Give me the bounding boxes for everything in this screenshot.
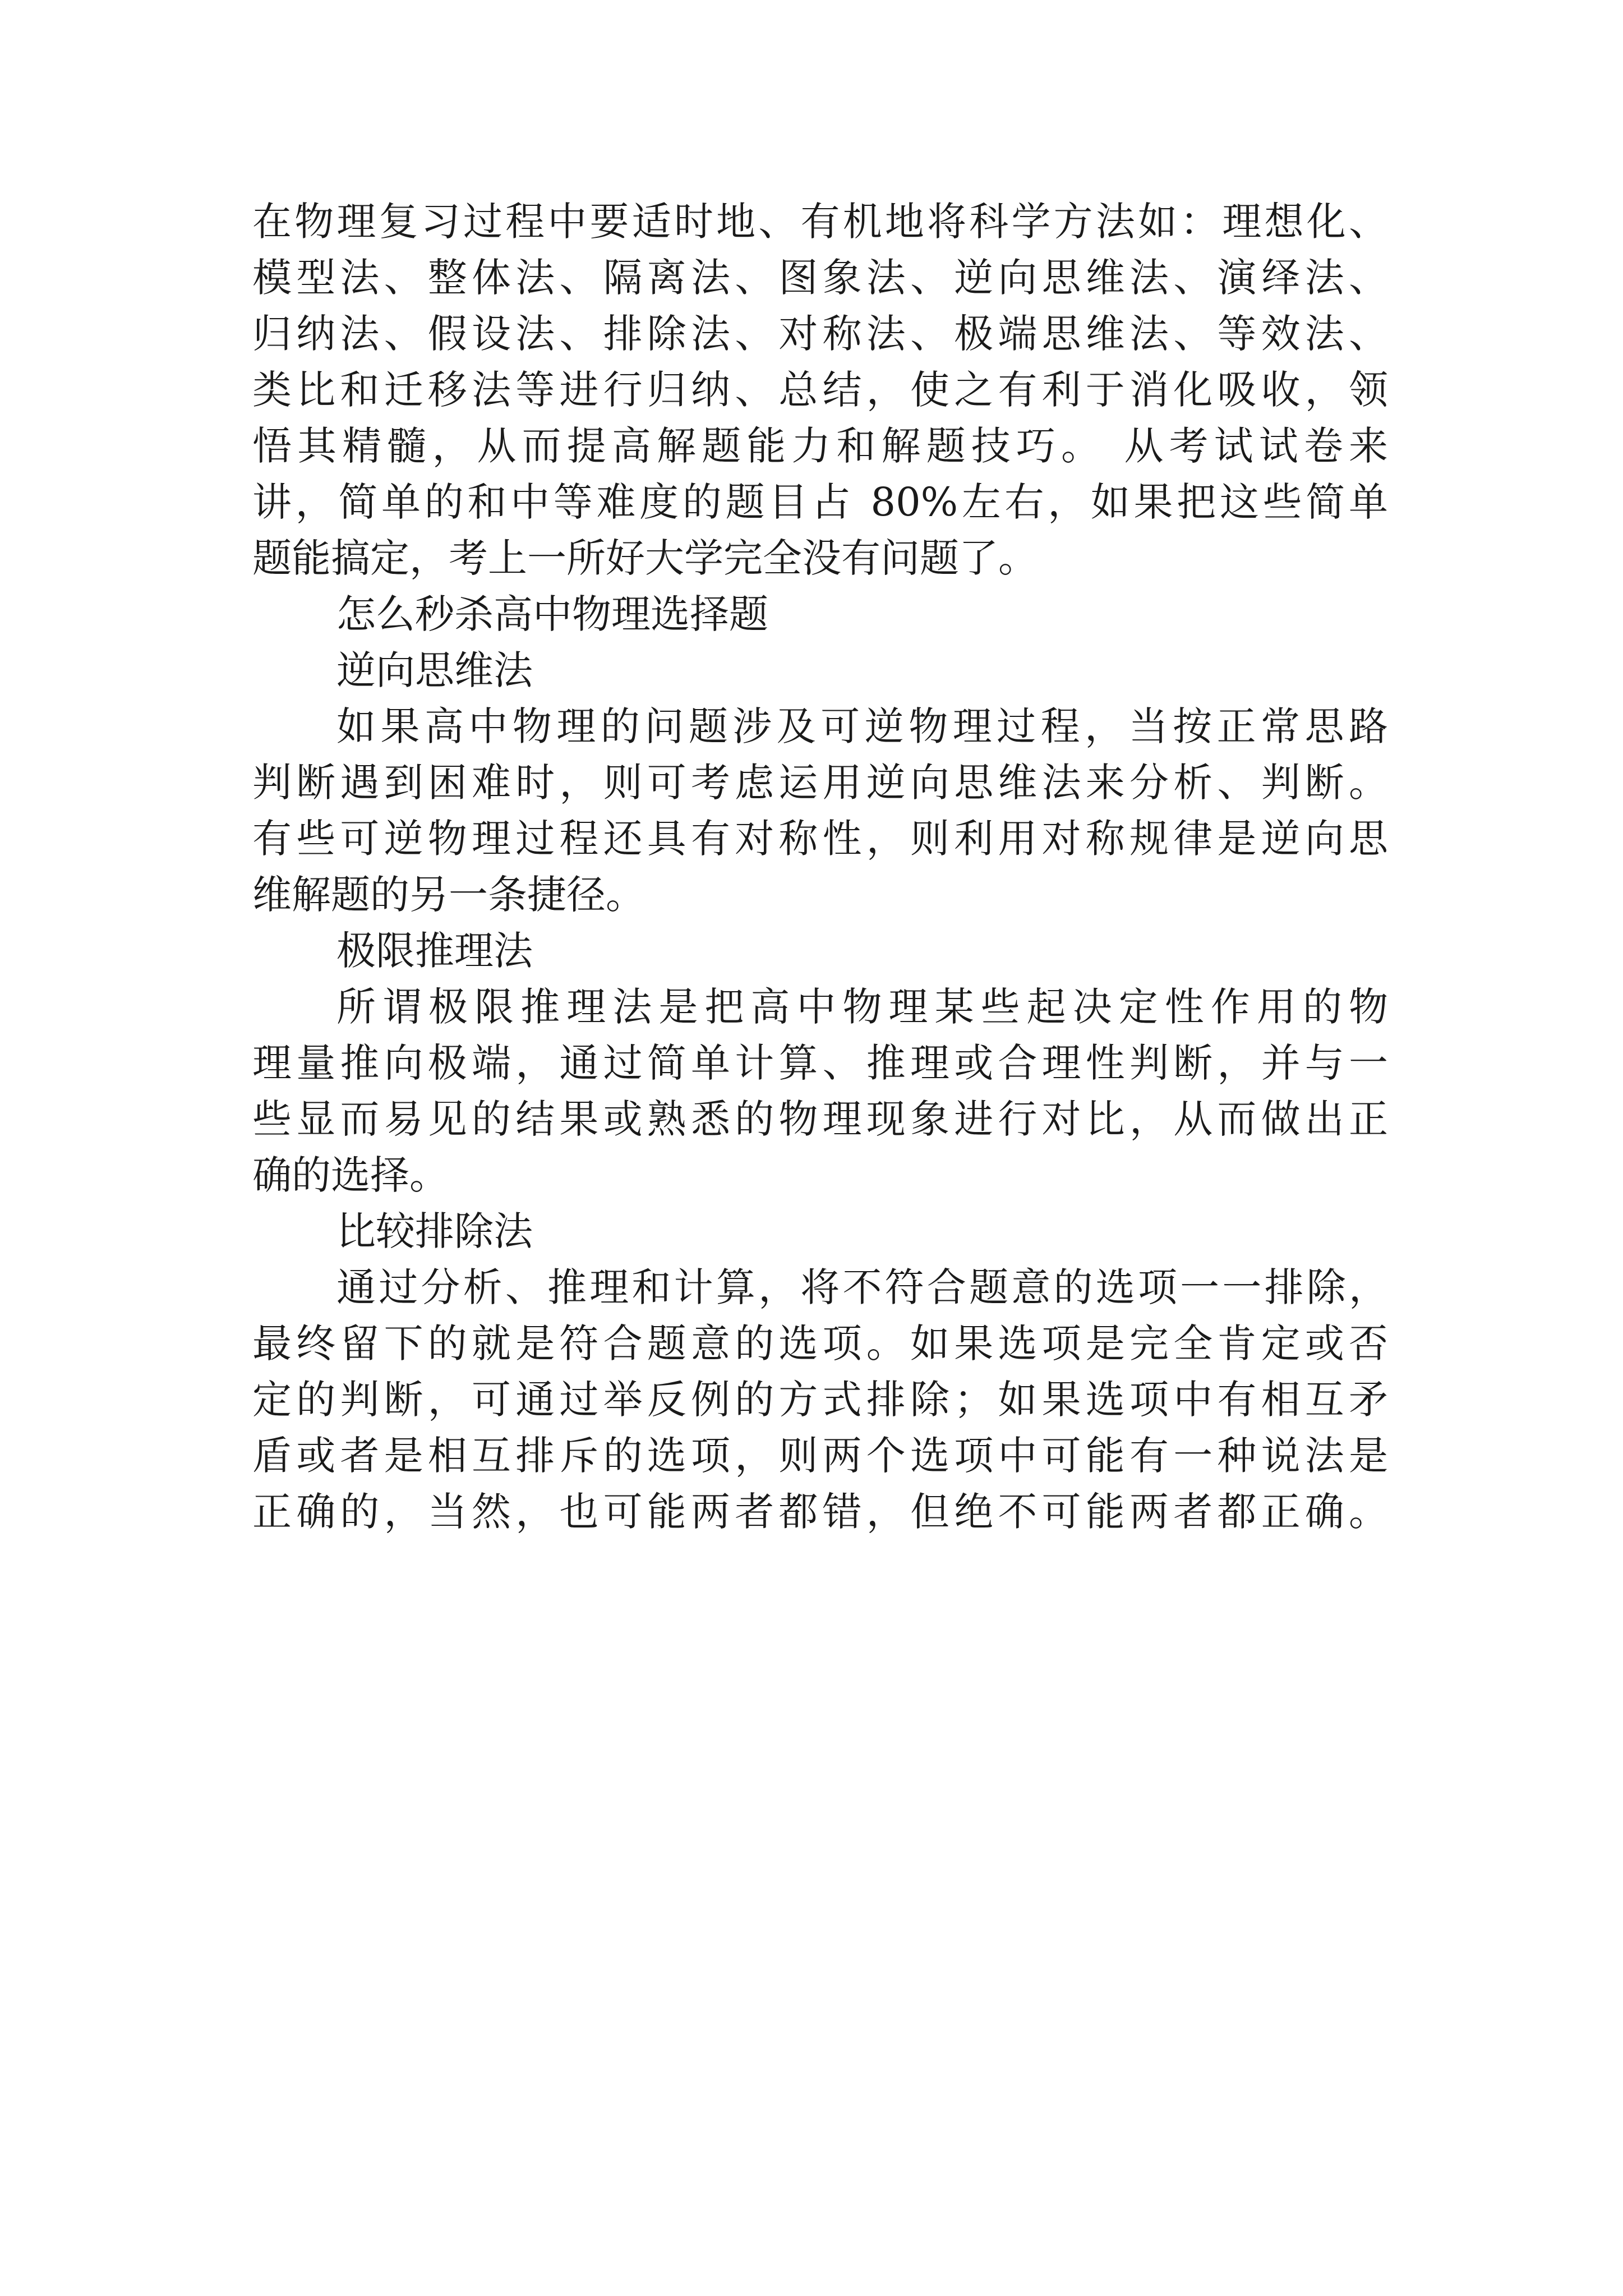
document-body [252,194,1388,1540]
paragraph-limit-reasoning [252,979,1388,1203]
text-line: 正确的，当然，也可能两者都错，但绝不可能两者都正确。 [252,1489,1388,1535]
text-line: 确的选择。 [252,1152,449,1198]
text-line: 模型法、整体法、隔离法、图象法、逆向思维法、演绎法、 [252,255,1388,301]
text-line: 判断遇到困难时，则可考虑运用逆向思维法来分析、判断。 [252,760,1388,806]
paragraph-elimination [252,1259,1388,1540]
text-line: 如果高中物理的问题涉及可逆物理过程，当按正常思路 [336,703,1388,749]
text-line: 悟其精髓，从而提高解题能力和解题技巧。 从考试试卷来 [252,423,1388,469]
section-heading: 极限推理法 [336,928,533,974]
text-line: 在物理复习过程中要适时地、有机地将科学方法如：理想化、 [252,199,1388,245]
text-line: 讲，简单的和中等难度的题目占 80%左右，如果把这些简单 [252,479,1388,525]
text-line: 定的判断，可通过举反例的方式排除；如果选项中有相互矛 [252,1377,1388,1423]
text-line: 通过分析、推理和计算，将不符合题意的选项一一排除， [336,1264,1388,1310]
text-line: 题能搞定，考上一所好大学完全没有问题了。 [252,535,1038,581]
section-heading: 怎么秒杀高中物理选择题 [336,591,768,637]
text-line: 有些可逆物理过程还具有对称性，则利用对称规律是逆向思 [252,816,1388,862]
paragraph-intro [252,194,1388,586]
text-line: 归纳法、假设法、排除法、对称法、极端思维法、等效法、 [252,311,1388,357]
text-line: 维解题的另一条捷径。 [252,872,645,918]
text-line: 些显而易见的结果或熟悉的物理现象进行对比，从而做出正 [252,1096,1388,1142]
text-line: 类比和迁移法等进行归纳、总结，使之有利于消化吸收，领 [252,367,1388,413]
section-heading: 逆向思维法 [336,647,533,693]
paragraph-reverse-thinking [252,698,1388,923]
text-line: 所谓极限推理法是把高中物理某些起决定性作用的物 [336,984,1388,1030]
text-line: 理量推向极端，通过简单计算、推理或合理性判断，并与一 [252,1040,1388,1086]
text-line: 盾或者是相互排斥的选项，则两个选项中可能有一种说法是 [252,1433,1388,1479]
section-heading: 比较排除法 [336,1208,533,1254]
text-line: 最终留下的就是符合题意的选项。如果选项是完全肯定或否 [252,1320,1388,1366]
